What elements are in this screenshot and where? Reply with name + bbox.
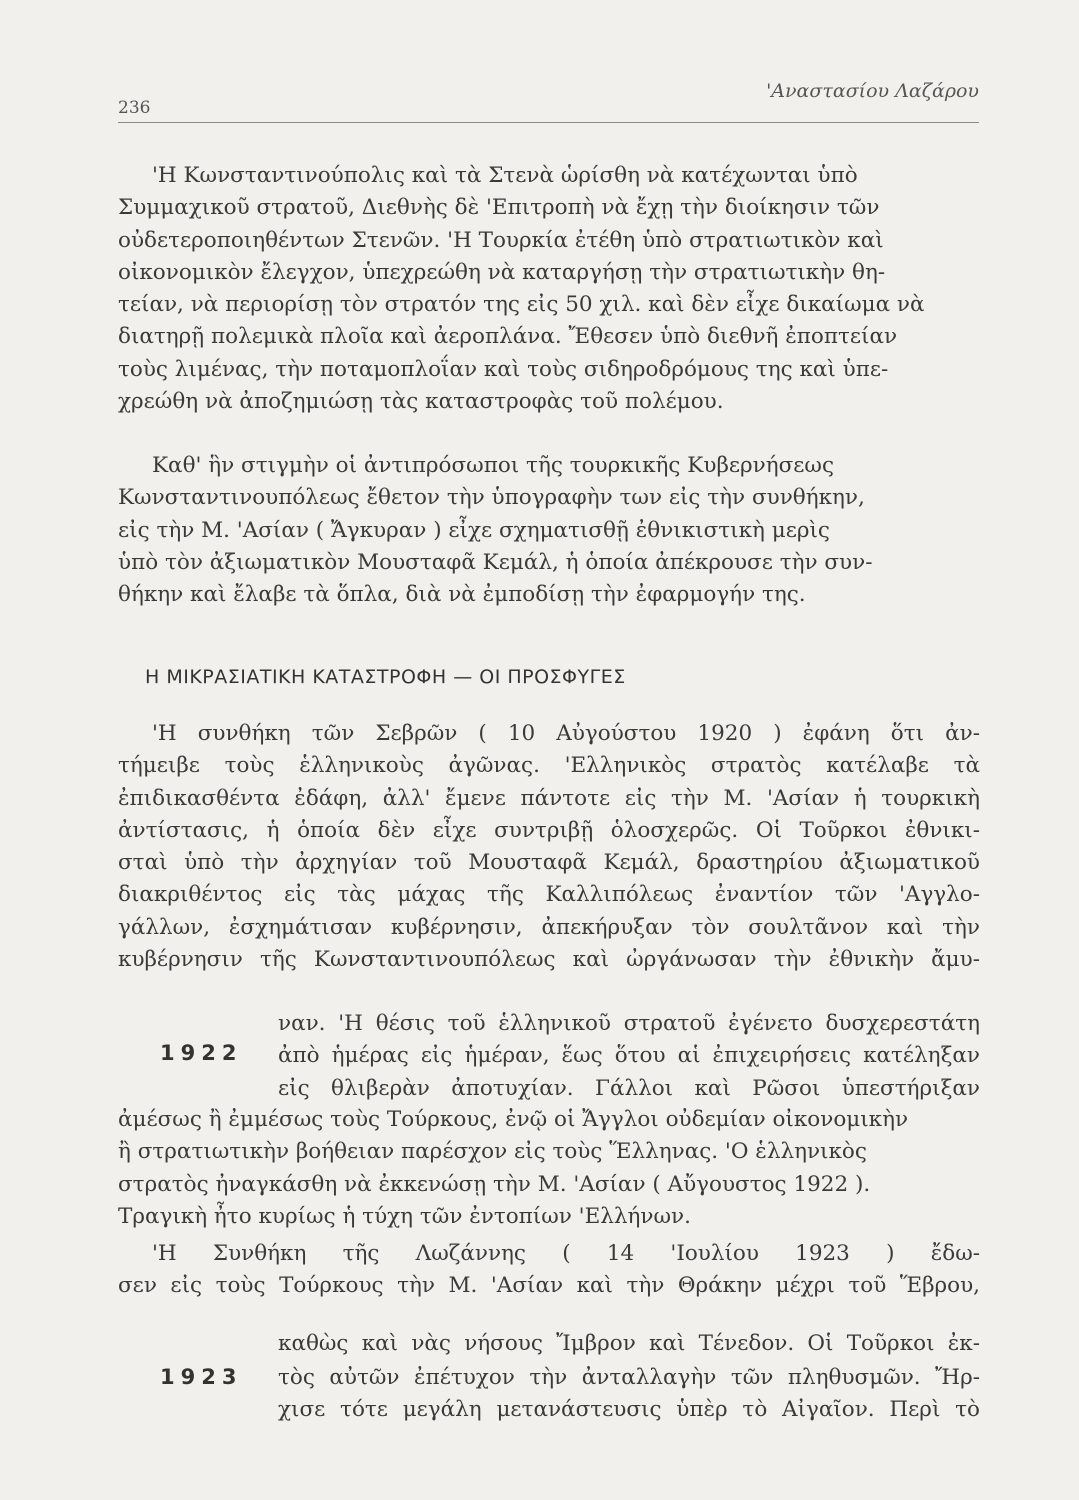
text-line: ἀντίστασις, ἡ ὁποία δὲν εἶχε συντριβῇ ὁλοσχερῶς. Οἱ Τοῦρκοι ἐθνικι- <box>118 817 980 843</box>
text-line: Κωνσταντινουπόλεως ἔθετον τὴν ὑπογραφὴν των εἰς τὴν συνθήκην, <box>118 485 865 511</box>
text-line: τείαν, νὰ περιορίσῃ τὸν στρατόν της εἰς 50 χιλ. καὶ δὲν εἶχε δικαίωμα νὰ <box>118 292 925 318</box>
text-line: 'Η Κωνσταντινούπολις καὶ τὰ Στενὰ ὡρίσθη νὰ κατέχωνται ὑπὸ <box>152 163 858 188</box>
section-heading: Η ΜΙΚΡΑΣΙΑΤΙΚΗ ΚΑΤΑΣΤΡΟΦΗ — ΟΙ ΠΡΟΣΦΥΓΕΣ <box>145 666 626 688</box>
text-line: ἀπὸ ἡμέρας εἰς ἡμέραν, ἕως ὅτου αἱ ἐπιχειρήσεις κατέληξαν <box>278 1043 980 1069</box>
text-line: ἐπιδικασθέντα ἐδάφη, ἀλλ' ἔμενε πάντοτε εἰς τὴν Μ. 'Ασίαν ἡ τουρκικὴ <box>118 785 980 811</box>
paragraph-3 <box>118 718 980 976</box>
page-header <box>118 78 979 123</box>
running-head: 'Αναστασίου Λαζάρου <box>766 80 979 102</box>
text-line: 'Η Συνθήκη τῆς Λωζάννης ( 14 'Ιουλίου 1923 ) ἔδω- <box>152 1241 980 1266</box>
text-line: ἀμέσως ἢ ἐμμέσως τοὺς Τούρκους, ἐνῷ οἱ Ἄγγλοι οὐδεμίαν οἰκονομικὴν <box>118 1107 909 1132</box>
text-line: εἰς τὴν Μ. 'Ασίαν ( Ἄγκυραν ) εἶχε σχηματισθῇ ἐθνικιστικὴ μερὶς <box>118 517 830 543</box>
text-line: γάλλων, ἐσχημάτισαν κυβέρνησιν, ἀπεκήρυξαν τὸν σουλτᾶνον καὶ τὴν <box>118 914 980 940</box>
paragraph-4 <box>278 1008 980 1105</box>
text-line: ἢ στρατιωτικὴν βοήθειαν παρέσχον εἰς τοὺς Ἕλληνας. 'Ο ἑλληνικὸς <box>118 1139 867 1165</box>
paragraph-2 <box>118 450 980 611</box>
text-line: οἰκονομικὸν ἔλεγχον, ὑπεχρεώθη νὰ καταργήσῃ τὴν στρατιωτικὴν θη- <box>118 259 886 285</box>
paragraph-8 <box>278 1362 980 1394</box>
paragraph-5 <box>118 1104 980 1233</box>
paragraph-7 <box>278 1328 980 1360</box>
paragraph-1 <box>118 160 980 418</box>
paragraph-9 <box>278 1394 980 1426</box>
text-line: στρατὸς ἠναγκάσθη νὰ ἐκκενώσῃ τὴν Μ. 'Ασίαν ( Αὔγουστος 1922 ). <box>118 1171 871 1197</box>
text-line: θήκην καὶ ἔλαβε τὰ ὅπλα, διὰ νὰ ἐμποδίσῃ τὴν ἐφαρμογήν της. <box>118 582 806 608</box>
text-line: σεν εἰς τοὺς Τούρκους τὴν Μ. 'Ασίαν καὶ τὴν Θράκην μέχρι τοῦ Ἕβρου, <box>118 1273 980 1299</box>
text-line: σταὶ ὑπὸ τὴν ἀρχηγίαν τοῦ Μουσταφᾶ Κεμάλ, δραστηρίου ἀξιωματικοῦ <box>118 850 980 876</box>
text-line: εἰς θλιβερὰν ἀποτυχίαν. Γάλλοι καὶ Ρῶσοι ὑπεστήριξαν <box>278 1075 980 1101</box>
paragraph-6 <box>118 1238 980 1303</box>
text-line: Συμμαχικοῦ στρατοῦ, Διεθνὴς δὲ 'Επιτροπὴ νὰ ἔχῃ τὴν διοίκησιν τῶν <box>118 195 880 221</box>
text-line: καθὼς καὶ νὰς νήσους Ἴμβρον καὶ Τένεδον. Οἱ Τοῦρκοι ἐκ- <box>278 1331 980 1356</box>
text-line: χισε τότε μεγάλη μετανάστευσις ὑπὲρ τὸ Αἰγαῖον. Περὶ τὸ <box>278 1397 980 1422</box>
text-line: χρεώθη νὰ ἀποζημιώσῃ τὰς καταστροφὰς τοῦ πολέμου. <box>118 389 724 415</box>
text-line: 'Η συνθήκη τῶν Σεβρῶν ( 10 Αὐγούστου 1920 ) ἐφάνη ὅτι ἀν- <box>152 721 980 746</box>
text-line: ὑπὸ τὸν ἀξιωματικὸν Μουσταφᾶ Κεμάλ, ἡ ὁποία ἀπέκρουσε τὴν συν- <box>118 549 873 575</box>
text-line: τὸς αὐτῶν ἐπέτυχον τὴν ἀνταλλαγὴν τῶν πληθυσμῶν. Ἤρ- <box>278 1365 980 1390</box>
text-line: Τραγικὴ ἦτο κυρίως ἡ τύχη τῶν ἐντοπίων 'Ελλήνων. <box>118 1203 691 1229</box>
text-line: διατηρῇ πολεμικὰ πλοῖα καὶ ἀεροπλάνα. Ἔθεσεν ὑπὸ διεθνῆ ἐποπτείαν <box>118 324 898 350</box>
text-line: οὐδετεροποιηθέντων Στενῶν. 'Η Τουρκία ἐτέθη ὑπὸ στρατιωτικὸν καὶ <box>118 227 884 253</box>
text-line: τοὺς λιμένας, τὴν ποταμοπλοΐαν καὶ τοὺς σιδηροδρόμους της καὶ ὑπε- <box>118 356 889 382</box>
margin-year-1923: 1923 <box>160 1365 243 1389</box>
text-line: διακριθέντος εἰς τὰς μάχας τῆς Καλλιπόλεως ἐναντίον τῶν 'Αγγλο- <box>118 882 980 908</box>
text-line: Καθ' ἣν στιγμὴν οἱ ἀντιπρόσωποι τῆς τουρκικῆς Κυβερνήσεως <box>152 453 834 478</box>
text-line: κυβέρνησιν τῆς Κωνσταντινουπόλεως καὶ ὠργάνωσαν τὴν ἐθνικὴν ἄμυ- <box>118 947 980 973</box>
page-number: 236 <box>118 98 151 118</box>
text-line: τήμειβε τοὺς ἑλληνικοὺς ἀγῶνας. 'Ελληνικὸς στρατὸς κατέλαβε τὰ <box>118 753 980 779</box>
margin-year-1922: 1922 <box>160 1041 243 1065</box>
text-line: ναν. 'Η θέσις τοῦ ἑλληνικοῦ στρατοῦ ἐγένετο δυσχερεστάτη <box>278 1011 980 1036</box>
